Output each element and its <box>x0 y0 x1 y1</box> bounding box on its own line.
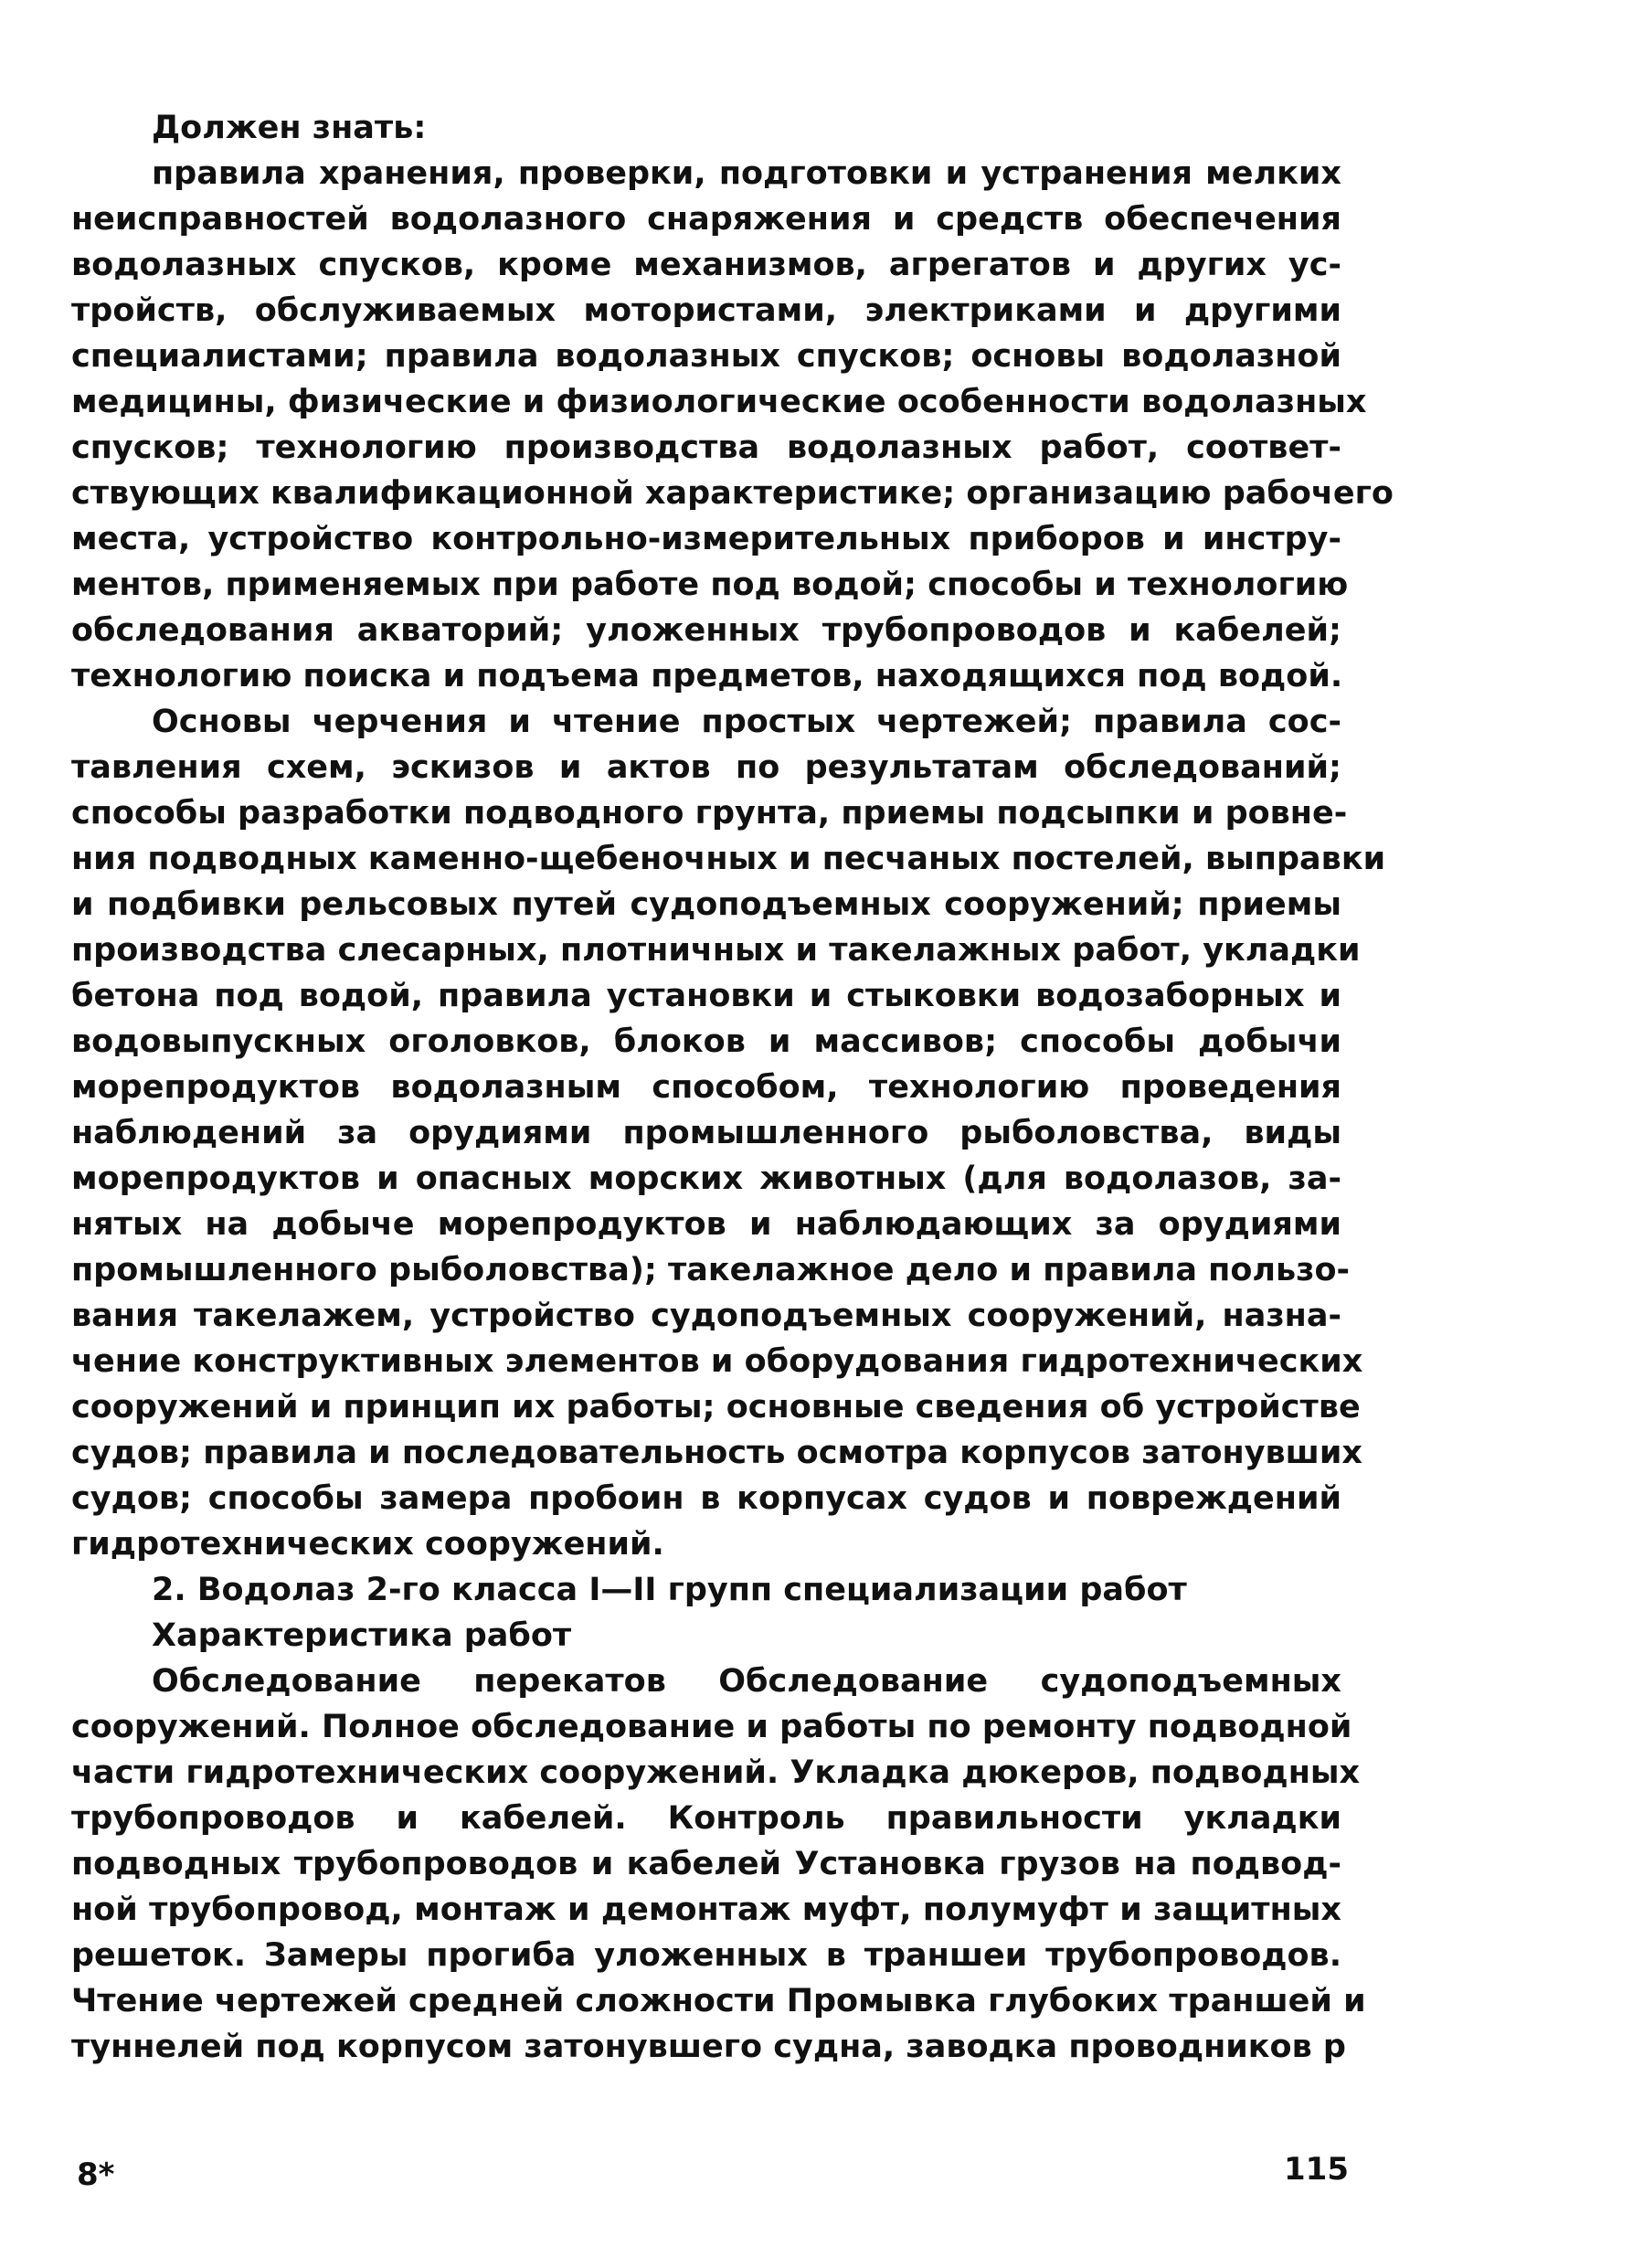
text-line: водовыпускных оголовков, блоков и массивов; способы добычи <box>71 1023 1341 1060</box>
text-line: ной трубопровод, монтаж и демонтаж муфт, полумуфт и защитных <box>71 1892 1341 1928</box>
text-line: Чтение чертежей средней сложности Промывка глубоких траншей и <box>71 1983 1366 2019</box>
text-line: сооружений и принцип их работы; основные сведения об устройстве <box>71 1389 1361 1425</box>
text-line: тройств, обслуживаемых мотористами, электриками и другими <box>71 292 1341 329</box>
text-line: судов; правила и последовательность осмотра корпусов затонувших <box>71 1435 1362 1471</box>
text-line: нятых на добыче морепродуктов и наблюдающих за орудиями <box>71 1206 1341 1243</box>
text-line: места, устройство контрольно-измерительных приборов и инстру- <box>71 521 1341 557</box>
text-line: и подбивки рельсовых путей судоподъемных сооружений; приемы <box>71 886 1341 923</box>
text-line: Основы черчения и чтение простых чертежей; правила сос- <box>152 704 1341 740</box>
text-line: спусков; технологию производства водолазных работ, соответ- <box>71 429 1341 466</box>
text-line: технологию поиска и подъема предметов, находящихся под водой. <box>71 658 1343 694</box>
page-number: 115 <box>1284 2151 1349 2188</box>
text-line: гидротехнических сооружений. <box>71 1526 664 1563</box>
document-page <box>71 105 1394 2207</box>
text-line: ния подводных каменно-щебеночных и песчаных постелей, выправки <box>71 841 1386 877</box>
text-line: медицины, физические и физиологические особенности водолазных <box>71 384 1367 420</box>
text-line: производства слесарных, плотничных и такелажных работ, укладки <box>71 932 1361 969</box>
section-heading: 2. Водолаз 2-го класса I—II групп специализации работ <box>152 1572 1187 1608</box>
text-line: промышленного рыболовства); такелажное дело и правила пользо- <box>71 1252 1351 1288</box>
text-line: неисправностей водолазного снаряжения и средств обеспечения <box>71 201 1341 238</box>
text-line: тавления схем, эскизов и актов по результатам обследований; <box>71 749 1341 786</box>
text-line: решеток. Замеры прогиба уложенных в траншеи трубопроводов. <box>71 1937 1341 1974</box>
text-line: ментов, применяемых при работе под водой; способы и технологию <box>71 567 1349 603</box>
text-line: сооружений. Полное обследование и работы по ремонту подводной <box>71 1709 1352 1745</box>
text-line: ствующих квалификационной характеристике; организацию рабочего <box>71 475 1394 512</box>
text-line: водолазных спусков, кроме механизмов, агрегатов и других ус- <box>71 247 1341 283</box>
text-line: подводных трубопроводов и кабелей Установка грузов на подвод- <box>71 1846 1341 1882</box>
text-line: трубопроводов и кабелей. Контроль правильности укладки <box>71 1800 1341 1837</box>
text-line: вания такелажем, устройство судоподъемных сооружений, назна- <box>71 1298 1341 1334</box>
text-line: специалистами; правила водолазных спусков; основы водолазной <box>71 338 1341 375</box>
text-line: наблюдений за орудиями промышленного рыболовства, виды <box>71 1115 1341 1151</box>
section-heading: Должен знать: <box>152 110 427 146</box>
text-line: Обследование перекатов Обследование судоподъемных <box>152 1663 1341 1700</box>
text-line: чение конструктивных элементов и оборудования гидротехнических <box>71 1343 1363 1380</box>
text-line: способы разработки подводного грунта, приемы подсыпки и ровне- <box>71 795 1348 832</box>
text-line: судов; способы замера пробоин в корпусах судов и повреждений <box>71 1480 1341 1517</box>
text-line: части гидротехнических сооружений. Укладка дюкеров, подводных <box>71 1754 1361 1791</box>
subsection-heading: Характеристика работ <box>152 1617 572 1654</box>
text-line: бетона под водой, правила установки и стыковки водозаборных и <box>71 978 1341 1014</box>
text-line: обследования акваторий; уложенных трубопроводов и кабелей; <box>71 612 1341 649</box>
text-line: морепродуктов водолазным способом, технологию проведения <box>71 1069 1341 1106</box>
text-line: туннелей под корпусом затонувшего судна, заводка проводников р <box>71 2029 1346 2065</box>
printer-signature: 8* <box>77 2157 115 2193</box>
text-line: правила хранения, проверки, подготовки и устранения мелких <box>152 155 1341 192</box>
text-line: морепродуктов и опасных морских животных (для водолазов, за- <box>71 1160 1341 1197</box>
